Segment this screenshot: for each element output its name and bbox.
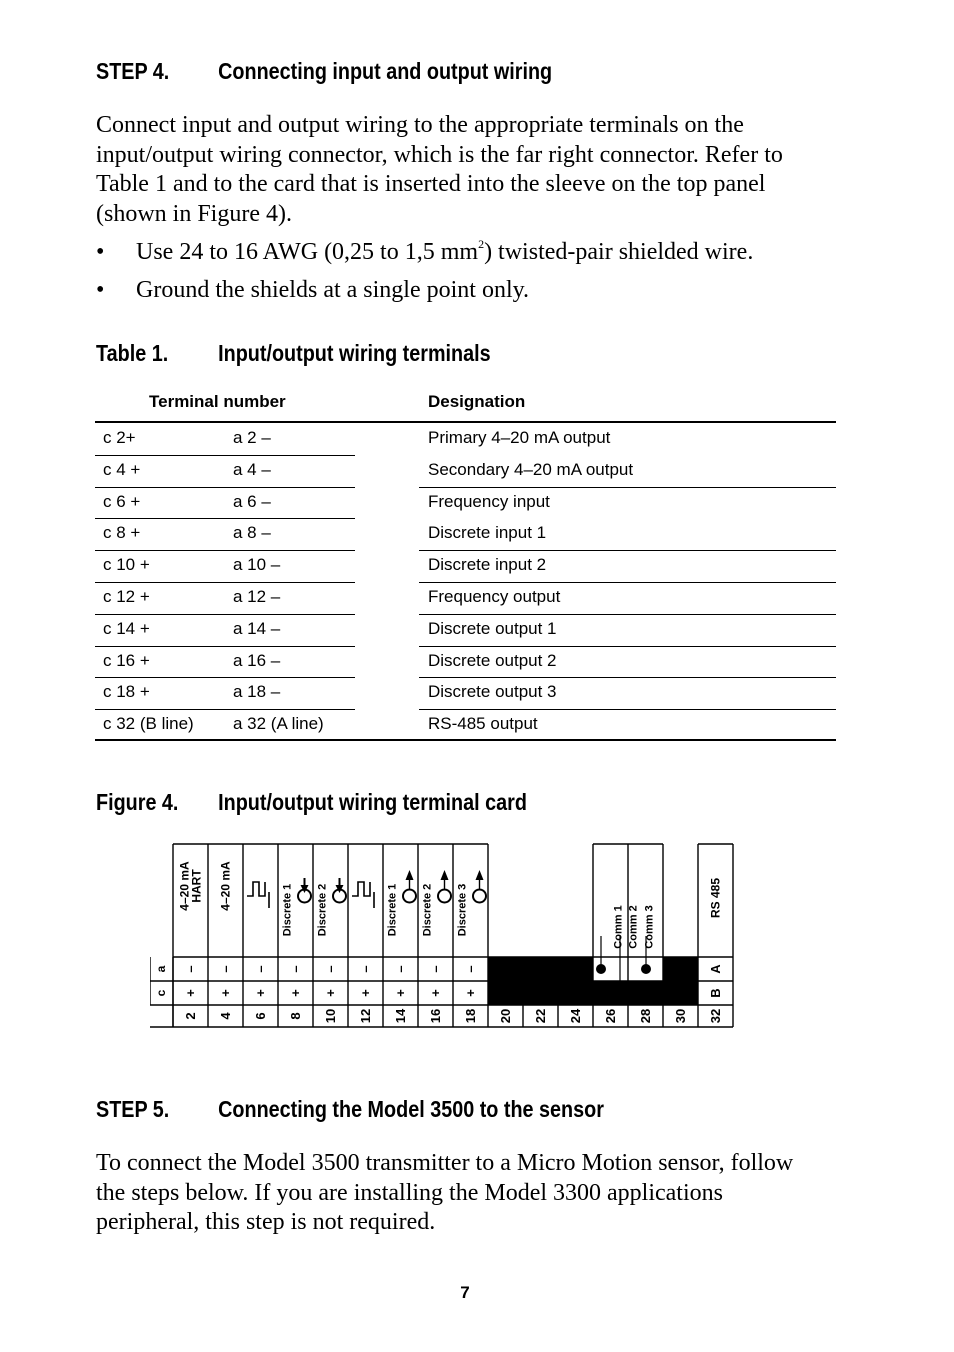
- table1-title: Input/output wiring terminals: [218, 340, 491, 366]
- table-row-divider: [419, 646, 836, 647]
- terminal-minus-sign: –: [358, 965, 373, 973]
- terminal-number: 4: [218, 1012, 233, 1020]
- column-label: Discrete 1: [386, 883, 399, 937]
- page-number: 7: [460, 1283, 470, 1302]
- table-cell-terminal: c 32 (B line): [103, 714, 194, 734]
- table-row-divider: [419, 487, 836, 488]
- terminal-plus-sign: +: [358, 989, 373, 997]
- table-cell-designation: Primary 4–20 mA output: [428, 428, 611, 447]
- intro-line: Connect input and output wiring to the appropriate terminals on the: [96, 112, 744, 138]
- table-cell-terminal: c 18 +: [103, 682, 150, 702]
- signal-circle-icon: [473, 890, 486, 903]
- table-row-divider: [95, 487, 355, 488]
- column-label: Discrete 3: [456, 883, 469, 937]
- table1-label: Table 1.: [96, 340, 169, 366]
- column-label: Discrete 1: [281, 883, 294, 937]
- superscript: 2: [478, 237, 485, 251]
- terminal-plus-sign: +: [183, 989, 198, 997]
- table-cell-terminal: a 32 (A line): [233, 714, 324, 734]
- terminal-number: 32: [708, 1008, 723, 1024]
- terminal-minus-sign: –: [323, 965, 338, 973]
- table-header-terminal: Terminal number: [149, 392, 286, 411]
- terminal-minus-sign: –: [218, 965, 233, 973]
- table-row-divider: [419, 550, 836, 551]
- table-header-designation: Designation: [428, 392, 526, 411]
- step5-paragraph: [96, 1149, 836, 1238]
- terminal-minus-sign: –: [463, 965, 478, 973]
- step5-heading: [96, 1096, 604, 1123]
- column-label: 4–20 mA: [177, 861, 192, 911]
- terminal-number: 6: [253, 1012, 268, 1020]
- intro-line: (shown in Figure 4).: [96, 200, 292, 227]
- terminal-number: 10: [323, 1008, 338, 1024]
- table-row-divider: [419, 677, 836, 678]
- table-row-divider: [95, 614, 355, 615]
- terminal-number: 16: [428, 1008, 443, 1024]
- table-row-divider: [95, 582, 355, 583]
- table-cell-designation: Discrete input 1: [428, 523, 547, 543]
- terminal-number: 20: [498, 1008, 513, 1024]
- column-label: Comm 3: [643, 905, 656, 949]
- table-row-divider: [95, 550, 355, 551]
- terminal-number: 28: [638, 1008, 653, 1024]
- table-cell-terminal: a 4 –: [233, 459, 271, 479]
- outro-line: peripheral, this step is not required.: [96, 1209, 436, 1236]
- terminal-plus-sign: +: [288, 989, 303, 997]
- table-cell-terminal: a 16 –: [233, 650, 281, 670]
- column-label: RS 485: [708, 877, 723, 919]
- terminal-number: 26: [603, 1008, 618, 1024]
- column-label: Discrete 2: [421, 883, 434, 937]
- column-label: 4–20 mA: [218, 861, 233, 911]
- table-top-rule: [95, 421, 836, 423]
- table-cell-designation: Frequency input: [428, 491, 550, 511]
- bullet-symbol: •: [96, 277, 105, 303]
- intro-paragraph: [96, 111, 836, 229]
- step4-heading: [96, 58, 552, 85]
- table-cell-terminal: c 10 +: [103, 555, 150, 575]
- terminal-number: 8: [288, 1012, 303, 1020]
- table-cell-designation: Discrete output 3: [428, 682, 557, 702]
- table-cell-terminal: c 6 +: [103, 491, 141, 511]
- table-row-divider: [95, 709, 355, 710]
- table-row-divider: [419, 709, 836, 710]
- row-label-a: a: [154, 965, 168, 973]
- table-cell-designation: Discrete input 2: [428, 555, 547, 575]
- signal-arrow-icon: [441, 870, 449, 880]
- bullet-text: Ground the shields at a single point only.: [136, 277, 530, 303]
- terminal-minus-sign: –: [253, 965, 268, 973]
- column-label: Comm 1: [612, 905, 625, 949]
- bullet-symbol: •: [96, 239, 105, 265]
- terminal-number: 14: [393, 1008, 408, 1024]
- column-label: Discrete 2: [316, 883, 329, 937]
- signal-arrow-icon: [301, 885, 309, 893]
- terminal-plus-sign: +: [253, 989, 268, 997]
- terminal-plus-sign: +: [323, 989, 338, 997]
- step4-title: Connecting input and output wiring: [218, 58, 553, 84]
- outro-line: the steps below. If you are installing the Model 3300 applications: [96, 1179, 723, 1206]
- terminal-minus-sign: –: [428, 965, 443, 973]
- intro-line: Table 1 and to the card that is inserted into the sleeve on the top panel: [96, 171, 766, 198]
- column-label: HART: [189, 869, 204, 903]
- table-cell-terminal: c 2+: [103, 428, 136, 447]
- table-row-divider: [95, 518, 355, 519]
- terminal-plus-sign: +: [463, 989, 478, 997]
- signal-circle-icon: [438, 890, 451, 903]
- table-cell-terminal: c 14 +: [103, 618, 150, 638]
- signal-arrow-icon: [406, 870, 414, 880]
- step5-title: Connecting the Model 3500 to the sensor: [218, 1096, 604, 1122]
- row-label-c: c: [154, 989, 168, 997]
- column-label: Comm 2: [627, 905, 640, 949]
- bullet-text: [136, 239, 753, 266]
- step4-label: STEP 4.: [96, 58, 170, 84]
- table-cell-designation: Discrete output 2: [428, 650, 557, 670]
- terminal-minus-sign: –: [393, 965, 408, 973]
- table-cell-terminal: a 18 –: [233, 682, 281, 702]
- table-cell-designation: Frequency output: [428, 587, 561, 606]
- table-cell-terminal: a 12 –: [233, 587, 281, 606]
- terminal-plus-sign: B: [708, 988, 723, 998]
- bullet-text-part: Use 24 to 16 AWG (0,25 to 1,5 mm: [136, 239, 479, 265]
- table-row-divider: [95, 455, 355, 456]
- table-cell-terminal: c 12 +: [103, 587, 150, 606]
- terminal-number: 24: [568, 1008, 583, 1024]
- figure4-label: Figure 4.: [96, 789, 179, 815]
- terminal-number: 12: [358, 1008, 373, 1024]
- outro-line: To connect the Model 3500 transmitter to a Micro Motion sensor, follow: [96, 1150, 794, 1176]
- table-row-divider: [419, 582, 836, 583]
- table-bottom-rule: [95, 739, 836, 741]
- terminal-plus-sign: +: [218, 989, 233, 997]
- table-cell-terminal: c 8 +: [103, 523, 141, 543]
- terminal-minus-sign: –: [183, 965, 198, 973]
- terminal-number: 2: [183, 1012, 198, 1020]
- table-cell-terminal: a 14 –: [233, 618, 281, 638]
- intro-line: input/output wiring connector, which is the far right connector. Refer to: [96, 141, 783, 168]
- terminal-minus-sign: A: [708, 964, 723, 974]
- figure4-heading: [96, 789, 527, 816]
- table-row-divider: [95, 646, 355, 647]
- figure4-title: Input/output wiring terminal card: [218, 789, 527, 815]
- terminal-card-diagram: [150, 840, 740, 1032]
- table-row-divider: [419, 614, 836, 615]
- table-cell-terminal: c 4 +: [103, 459, 141, 479]
- square-wave-icon: [352, 882, 370, 896]
- table-cell-terminal: a 8 –: [233, 523, 271, 543]
- table-cell-designation: Discrete output 1: [428, 618, 557, 638]
- table-cell-designation: Secondary 4–20 mA output: [428, 459, 634, 479]
- table-row-divider: [95, 677, 355, 678]
- table-cell-terminal: c 16 +: [103, 650, 150, 670]
- bullet-text-part: ) twisted-pair shielded wire.: [484, 239, 754, 265]
- step5-label: STEP 5.: [96, 1096, 170, 1122]
- terminal-number: 18: [463, 1008, 478, 1024]
- square-wave-icon: [247, 882, 265, 896]
- table1-heading: [96, 340, 491, 367]
- terminal-plus-sign: +: [428, 989, 443, 997]
- terminal-plus-sign: +: [393, 989, 408, 997]
- signal-arrow-icon: [336, 885, 344, 893]
- signal-arrow-icon: [476, 870, 484, 880]
- table-cell-terminal: a 6 –: [233, 491, 271, 511]
- terminal-number: 30: [673, 1008, 688, 1024]
- table-cell-terminal: a 10 –: [233, 555, 281, 575]
- terminal-number: 22: [533, 1008, 548, 1024]
- table-cell-designation: RS-485 output: [428, 714, 538, 734]
- signal-circle-icon: [403, 890, 416, 903]
- terminal-minus-sign: –: [288, 965, 303, 973]
- table-cell-terminal: a 2 –: [233, 428, 271, 447]
